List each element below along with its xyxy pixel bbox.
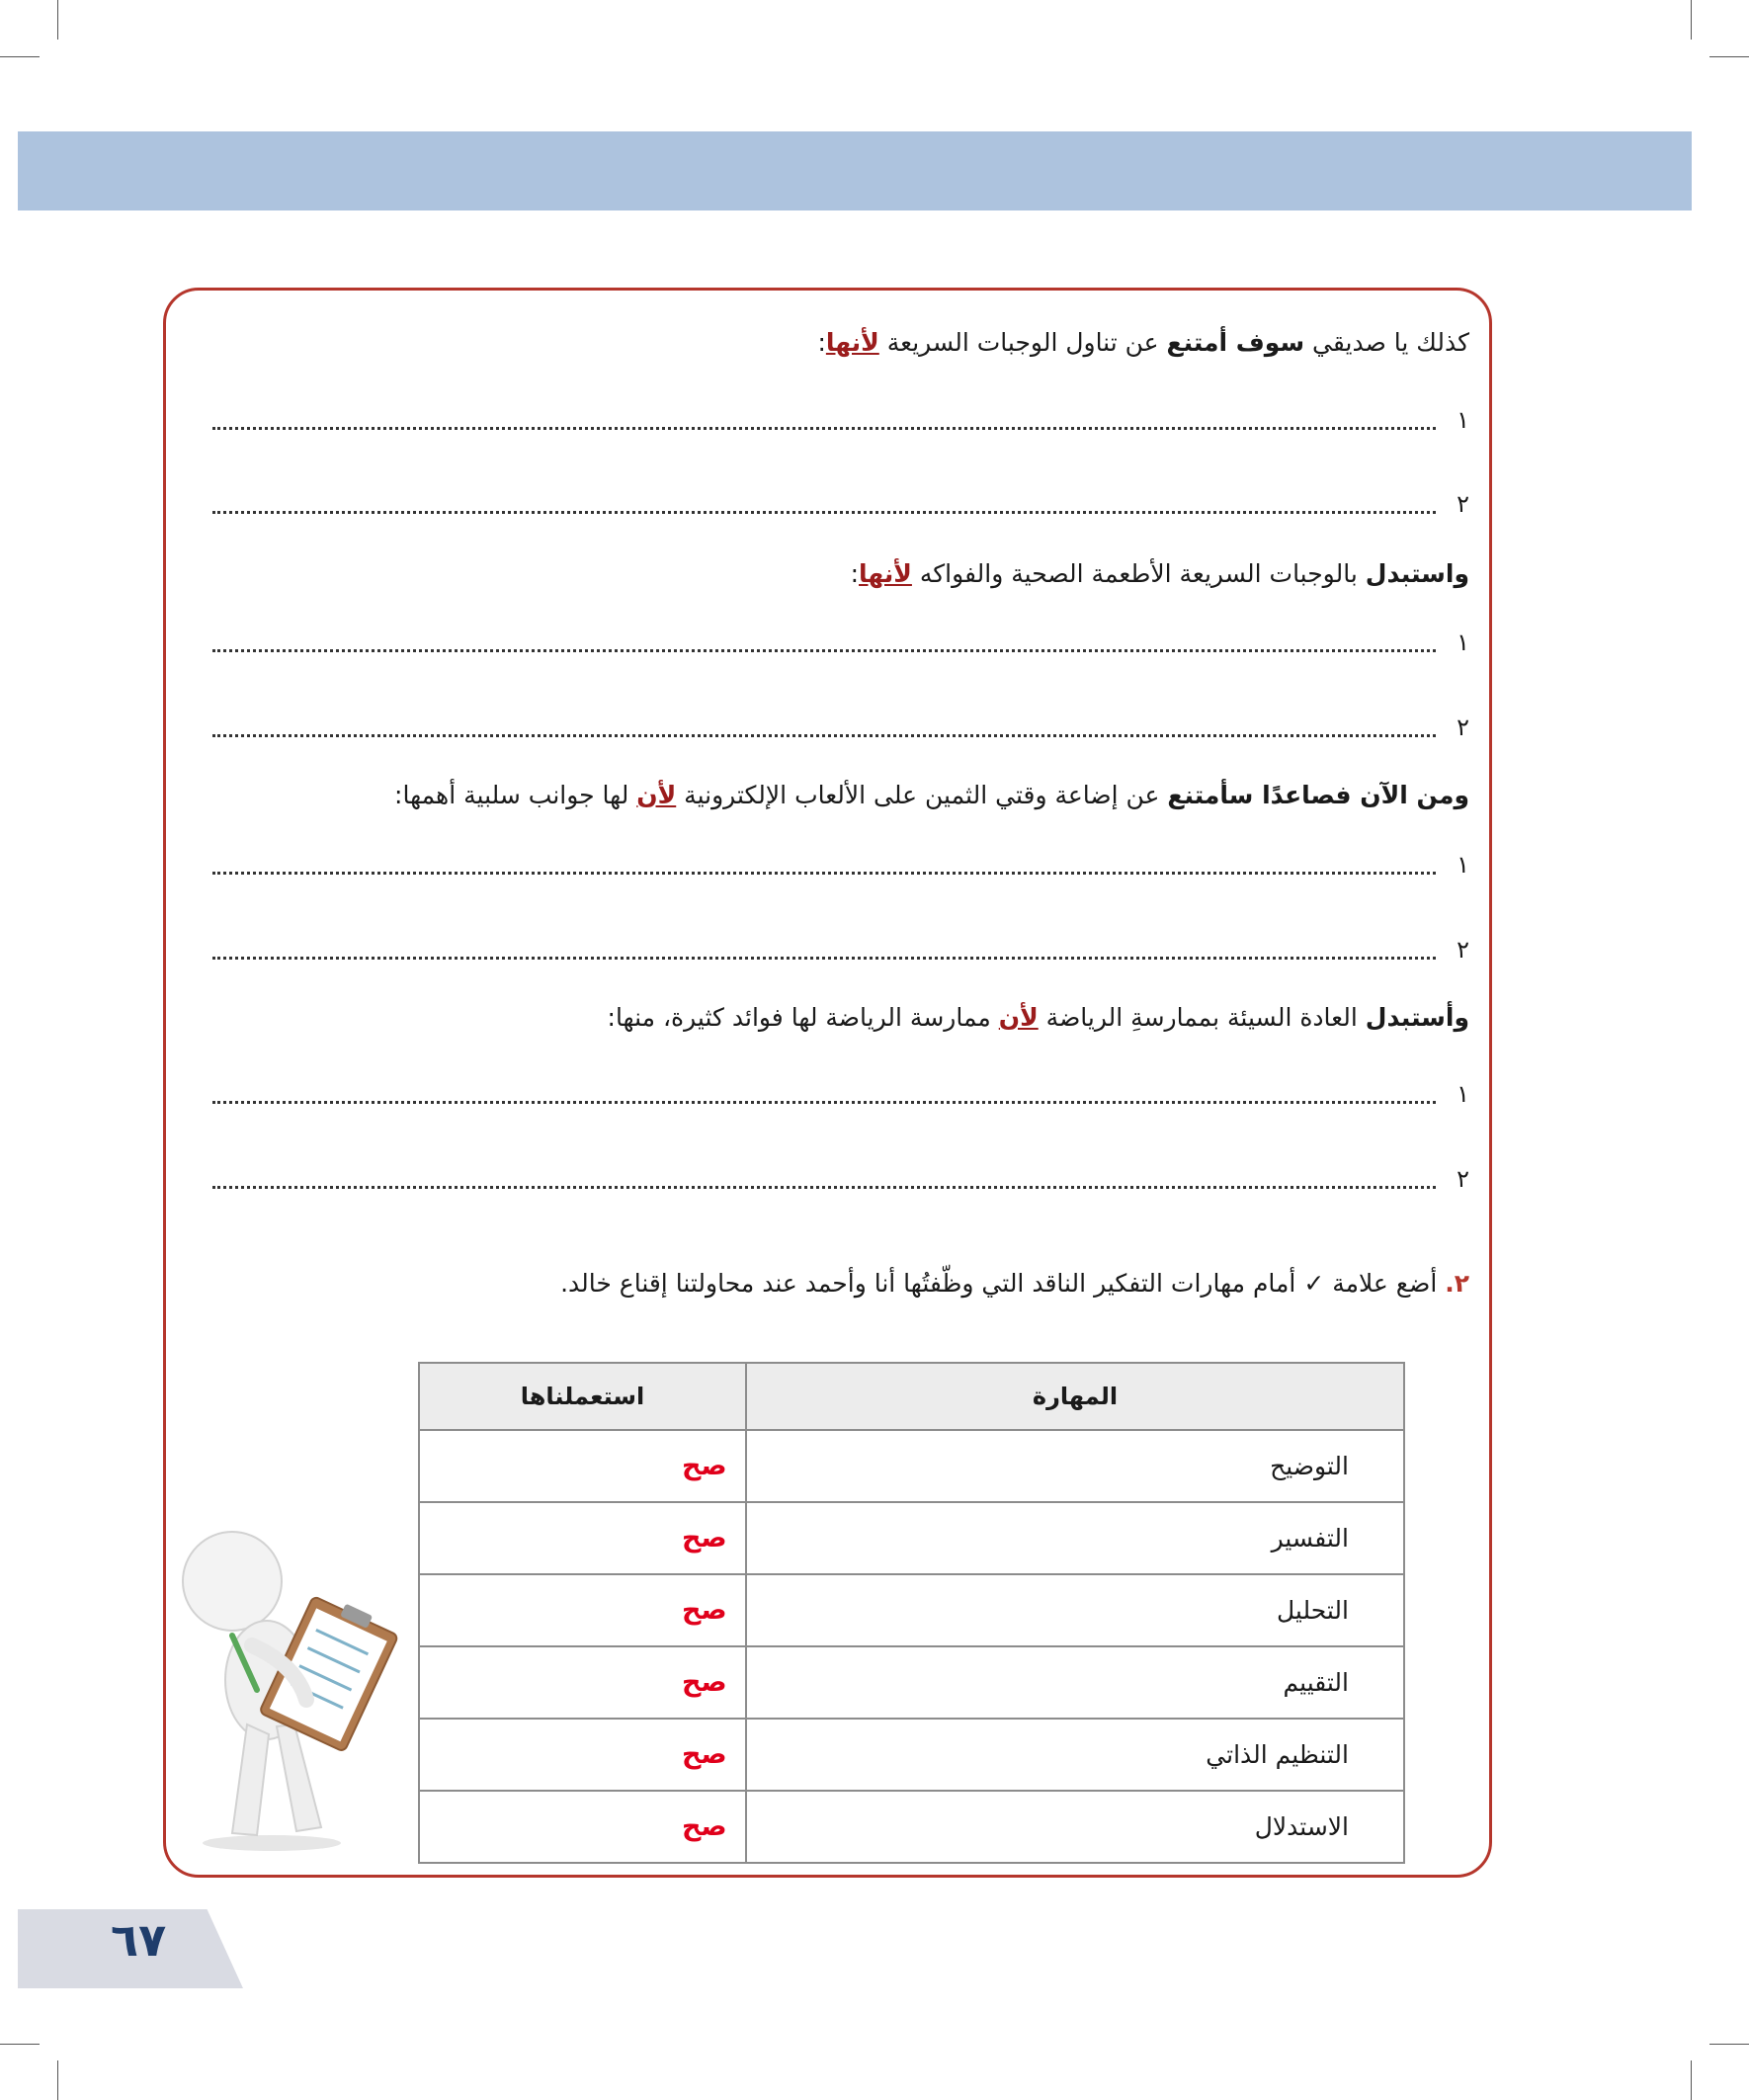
dotted-line (212, 734, 1436, 737)
crop-mark (57, 2060, 58, 2100)
crop-mark (1709, 56, 1749, 57)
text-run: : (817, 328, 826, 357)
dotted-line (212, 427, 1436, 430)
line-number: ٢ (1457, 490, 1469, 518)
dotted-line (212, 1186, 1436, 1189)
line-number: ٢ (1457, 936, 1469, 964)
skill-cell: الاستدلال (746, 1791, 1404, 1863)
text-run: بالوجبات السريعة الأطعمة الصحية والفواكه (911, 559, 1366, 588)
skill-cell: التنظيم الذاتي (746, 1719, 1404, 1791)
text-run: لها جوانب سلبية أهمها: (394, 781, 637, 809)
statement-3 (394, 778, 1469, 813)
line-number: ٢ (1457, 1165, 1469, 1193)
answer-line[interactable] (212, 1162, 1469, 1196)
skills-table (418, 1362, 1405, 1864)
check-cell[interactable]: صح (419, 1646, 746, 1719)
table-row (419, 1430, 1404, 1502)
text-run: العادة السيئة بممارسةِ الرياضة (1038, 1003, 1366, 1032)
clipboard-figure-illustration (178, 1517, 405, 1858)
table-row (419, 1574, 1404, 1646)
line-number: ١ (1457, 629, 1469, 656)
skill-cell: التفسير (746, 1502, 1404, 1574)
check-cell[interactable]: صح (419, 1574, 746, 1646)
table-header-row (419, 1363, 1404, 1430)
crop-mark (0, 56, 40, 57)
dotted-line (212, 511, 1436, 514)
skill-cell: التقييم (746, 1646, 1404, 1719)
statement-2 (851, 556, 1469, 592)
text-run: ممارسة الرياضة لها فوائد كثيرة، منها: (607, 1003, 999, 1032)
line-number: ١ (1457, 406, 1469, 434)
answer-line[interactable] (212, 933, 1469, 966)
key-word: لأن (998, 1003, 1039, 1032)
dotted-line (212, 1101, 1436, 1104)
table-row (419, 1791, 1404, 1863)
bold-phrase: ومن الآن فصاعدًا سأمتنع (1167, 781, 1469, 809)
text-run: عن إضاعة وقتي الثمين على الألعاب الإلكترونية (676, 781, 1168, 809)
check-cell[interactable]: صح (419, 1791, 746, 1863)
statement-1 (817, 325, 1469, 361)
crop-mark (57, 0, 58, 40)
line-number: ١ (1457, 1080, 1469, 1108)
question-2 (560, 1266, 1469, 1302)
check-cell[interactable]: صح (419, 1430, 746, 1502)
crop-mark (1709, 2044, 1749, 2045)
dotted-line (212, 649, 1436, 652)
line-number: ١ (1457, 851, 1469, 879)
header-band (18, 131, 1692, 210)
table-row (419, 1502, 1404, 1574)
text-run: كذلك يا صديقي (1304, 328, 1469, 357)
question-text: أضع علامة ✓ أمام مهارات التفكير الناقد التي وظّفتُها أنا وأحمد عند محاولتنا إقناع خالد. (560, 1269, 1438, 1298)
answer-line[interactable] (212, 848, 1469, 882)
dotted-line (212, 957, 1436, 960)
bold-phrase: سوف أمتنع (1166, 328, 1305, 357)
bold-phrase: وأستبدل (1365, 1003, 1469, 1032)
table-row (419, 1719, 1404, 1791)
bold-phrase: واستبدل (1365, 559, 1469, 588)
crop-mark (1691, 0, 1692, 40)
skill-cell: التوضيح (746, 1430, 1404, 1502)
key-word: لأن (636, 781, 677, 809)
header-used: استعملناها (419, 1363, 746, 1430)
header-skill: المهارة (746, 1363, 1404, 1430)
text-run: عن تناول الوجبات السريعة (878, 328, 1167, 357)
question-number: ٢. (1445, 1269, 1469, 1298)
key-word: لأنها (859, 559, 912, 588)
skill-cell: التحليل (746, 1574, 1404, 1646)
check-cell[interactable]: صح (419, 1719, 746, 1791)
crop-mark (0, 2044, 40, 2045)
crop-mark (1691, 2060, 1692, 2100)
check-cell[interactable]: صح (419, 1502, 746, 1574)
line-number: ٢ (1457, 714, 1469, 741)
answer-line[interactable] (212, 487, 1469, 521)
dotted-line (212, 872, 1436, 875)
answer-line[interactable] (212, 711, 1469, 744)
answer-line[interactable] (212, 626, 1469, 659)
answer-line[interactable] (212, 403, 1469, 437)
answer-line[interactable] (212, 1077, 1469, 1111)
text-run: : (850, 559, 860, 588)
table-row (419, 1646, 1404, 1719)
key-word: لأنها (825, 328, 879, 357)
page-number: ٦٧ (111, 1913, 167, 1967)
statement-4 (608, 1000, 1469, 1036)
